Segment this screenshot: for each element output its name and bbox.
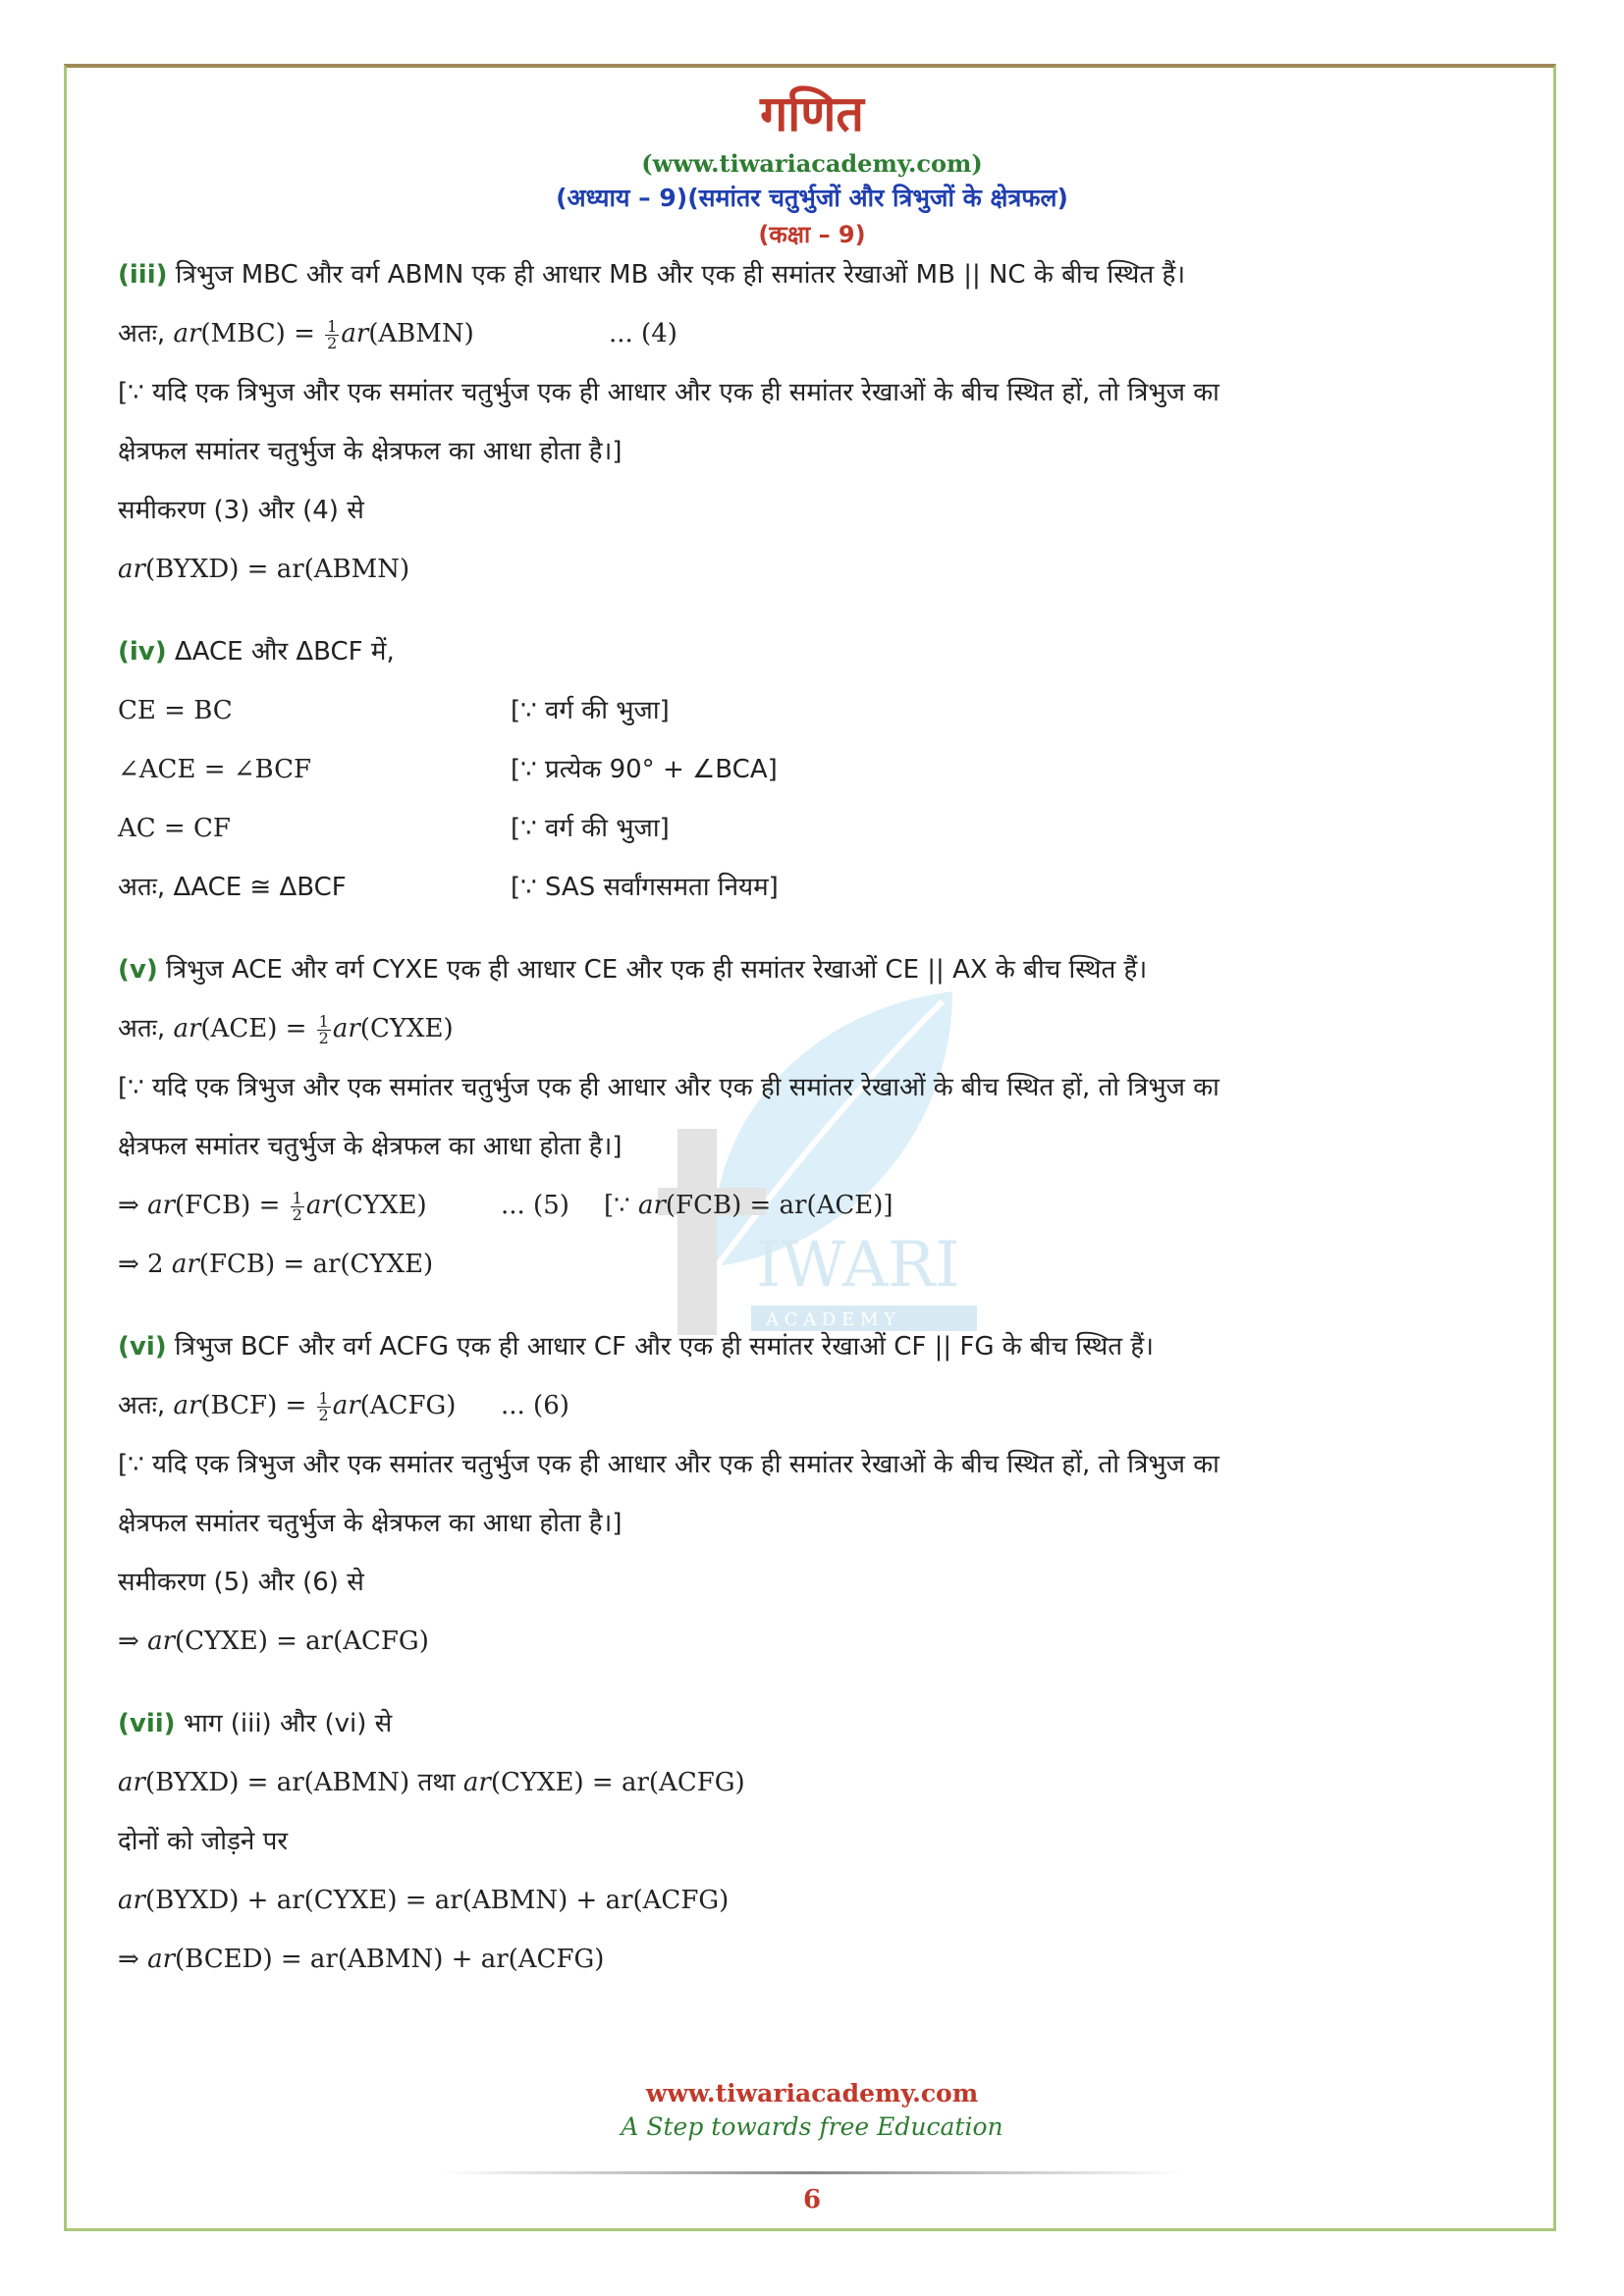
fraction-half: $\frac{1}{2}$ bbox=[292, 1188, 302, 1224]
part3-equation: अतः, ar(MBC) = $\frac{1}{2}$ ar(ABMN) ... (4) bbox=[118, 304, 1492, 363]
part7-heading bbox=[118, 1694, 1492, 1753]
fraction-half: $\frac{1}{2}$ bbox=[318, 1388, 329, 1424]
part3-reason-line1: [∵ यदि एक त्रिभुज और एक समांतर चतुर्भुज एक ही आधार और एक ही समांतर रेखाओं के बीच स्थित हों, तो त्रिभुज का bbox=[118, 378, 1219, 407]
header-site: (www.tiwariacademy.com) bbox=[641, 149, 983, 178]
part4-row: ∠ACE = ∠BCF [∵ प्रत्येक 90° + ∠BCA] bbox=[118, 755, 778, 784]
part7-text: भाग (iii) और (vi) से bbox=[183, 1709, 393, 1738]
watermark-sub: A C A D E M Y bbox=[766, 1309, 895, 1330]
watermark-word: IWARI bbox=[756, 1229, 960, 1302]
part3-ata: अतः, bbox=[118, 319, 166, 348]
part7-line1: ar(BYXD) = ar(ABMN) तथा ar(CYXE) = ar(ACFG) bbox=[118, 1768, 745, 1797]
fraction-half: $\frac{1}{2}$ bbox=[327, 316, 338, 352]
part3-from-eq: समीकरण (3) और (4) से bbox=[118, 496, 364, 525]
footer-divider bbox=[442, 2171, 1182, 2174]
class-heading: (कक्षा – 9) bbox=[758, 221, 866, 248]
part6-reason-line1: [∵ यदि एक त्रिभुज और एक समांतर चतुर्भुज एक ही आधार और एक ही समांतर रेखाओं के बीच स्थित हों, तो त्रिभुज का bbox=[118, 1450, 1219, 1479]
part4-row: CE = BC [∵ वर्ग की भुजा] bbox=[118, 696, 670, 725]
page-number: 6 bbox=[802, 2185, 822, 2215]
part4-row: अतः, ΔACE ≅ ΔBCF [∵ SAS सर्वांगसमता नियम] bbox=[118, 873, 779, 902]
page-title: गणित bbox=[760, 85, 864, 142]
part5-reason-line1: [∵ यदि एक त्रिभुज और एक समांतर चतुर्भुज एक ही आधार और एक ही समांतर रेखाओं के बीच स्थित हों, तो त्रिभुज का bbox=[118, 1073, 1219, 1102]
footer-tagline: A Step towards free Education bbox=[621, 2112, 1003, 2141]
part3-eq-tag: ... (4) bbox=[609, 319, 677, 348]
chapter-heading: (अध्याय – 9)(समांतर चतुर्भुजों और त्रिभुजों के क्षेत्रफल) bbox=[556, 184, 1068, 212]
part3-text: त्रिभुज MBC और वर्ग ABMN एक ही आधार MB और एक ही समांतर रेखाओं MB || NC के बीच स्थित हैं। bbox=[175, 260, 1186, 290]
part4-text: ΔACE और ΔBCF में, bbox=[174, 637, 395, 667]
part6-reason-line2: क्षेत्रफल समांतर चतुर्भुज के क्षेत्रफल का आधा होता है।] bbox=[118, 1509, 623, 1538]
part6-equation: अतः, ar(BCF) = $\frac{1}{2}$ ar(ACFG) ... (6) bbox=[118, 1388, 569, 1424]
part5-equation2: ⇒ ar(FCB) = $\frac{1}{2}$ ar(CYXE) ... (5) [∵ ar(FCB) = ar(ACE)] bbox=[118, 1188, 893, 1224]
part5-heading bbox=[118, 940, 1492, 999]
part3-heading bbox=[118, 245, 1492, 304]
part7-adding: दोनों को जोड़ने पर bbox=[118, 1827, 288, 1856]
part6-from-eq: समीकरण (5) और (6) से bbox=[118, 1568, 364, 1597]
footer-site-link[interactable]: www.tiwariacademy.com bbox=[645, 2079, 979, 2108]
part6-label: (vi) bbox=[118, 1332, 167, 1362]
fraction-half: $\frac{1}{2}$ bbox=[318, 1011, 329, 1047]
part3-reason-line2: क्षेत्रफल समांतर चतुर्भुज के क्षेत्रफल का आधा होता है।] bbox=[118, 437, 623, 466]
part4-row: AC = CF [∵ वर्ग की भुजा] bbox=[118, 814, 670, 843]
part7-line2: ar(BYXD) + ar(CYXE) = ar(ABMN) + ar(ACFG) bbox=[118, 1886, 730, 1915]
part5-equation3: ⇒ 2 ar(FCB) = ar(CYXE) bbox=[118, 1250, 434, 1279]
part7-line3: ⇒ ar(BCED) = ar(ABMN) + ar(ACFG) bbox=[118, 1945, 605, 1974]
content bbox=[118, 245, 1492, 1989]
part3-eq-left: (MBC) = bbox=[200, 319, 315, 348]
part4-label: (iv) bbox=[118, 637, 167, 667]
part4-heading bbox=[118, 622, 1492, 681]
part5-reason-line2: क्षेत्रफल समांतर चतुर्भुज के क्षेत्रफल का आधा होता है।] bbox=[118, 1132, 623, 1161]
part3-eq-right: (ABMN) bbox=[368, 319, 474, 348]
part3-result: ar(BYXD) = ar(ABMN) bbox=[118, 555, 410, 584]
part3-label: (iii) bbox=[118, 260, 168, 290]
part7-label: (vii) bbox=[118, 1709, 176, 1738]
part6-heading bbox=[118, 1317, 1492, 1376]
part6-result: ⇒ ar(CYXE) = ar(ACFG) bbox=[118, 1627, 429, 1656]
part6-text: त्रिभुज BCF और वर्ग ACFG एक ही आधार CF और एक ही समांतर रेखाओं CF || FG के बीच स्थित हैं। bbox=[174, 1332, 1155, 1362]
part5-text: त्रिभुज ACE और वर्ग CYXE एक ही आधार CE और एक ही समांतर रेखाओं CE || AX के बीच स्थित हैं। bbox=[165, 955, 1148, 985]
part5-equation: अतः, ar(ACE) = $\frac{1}{2}$ ar(CYXE) bbox=[118, 1011, 454, 1047]
part5-label: (v) bbox=[118, 955, 158, 985]
